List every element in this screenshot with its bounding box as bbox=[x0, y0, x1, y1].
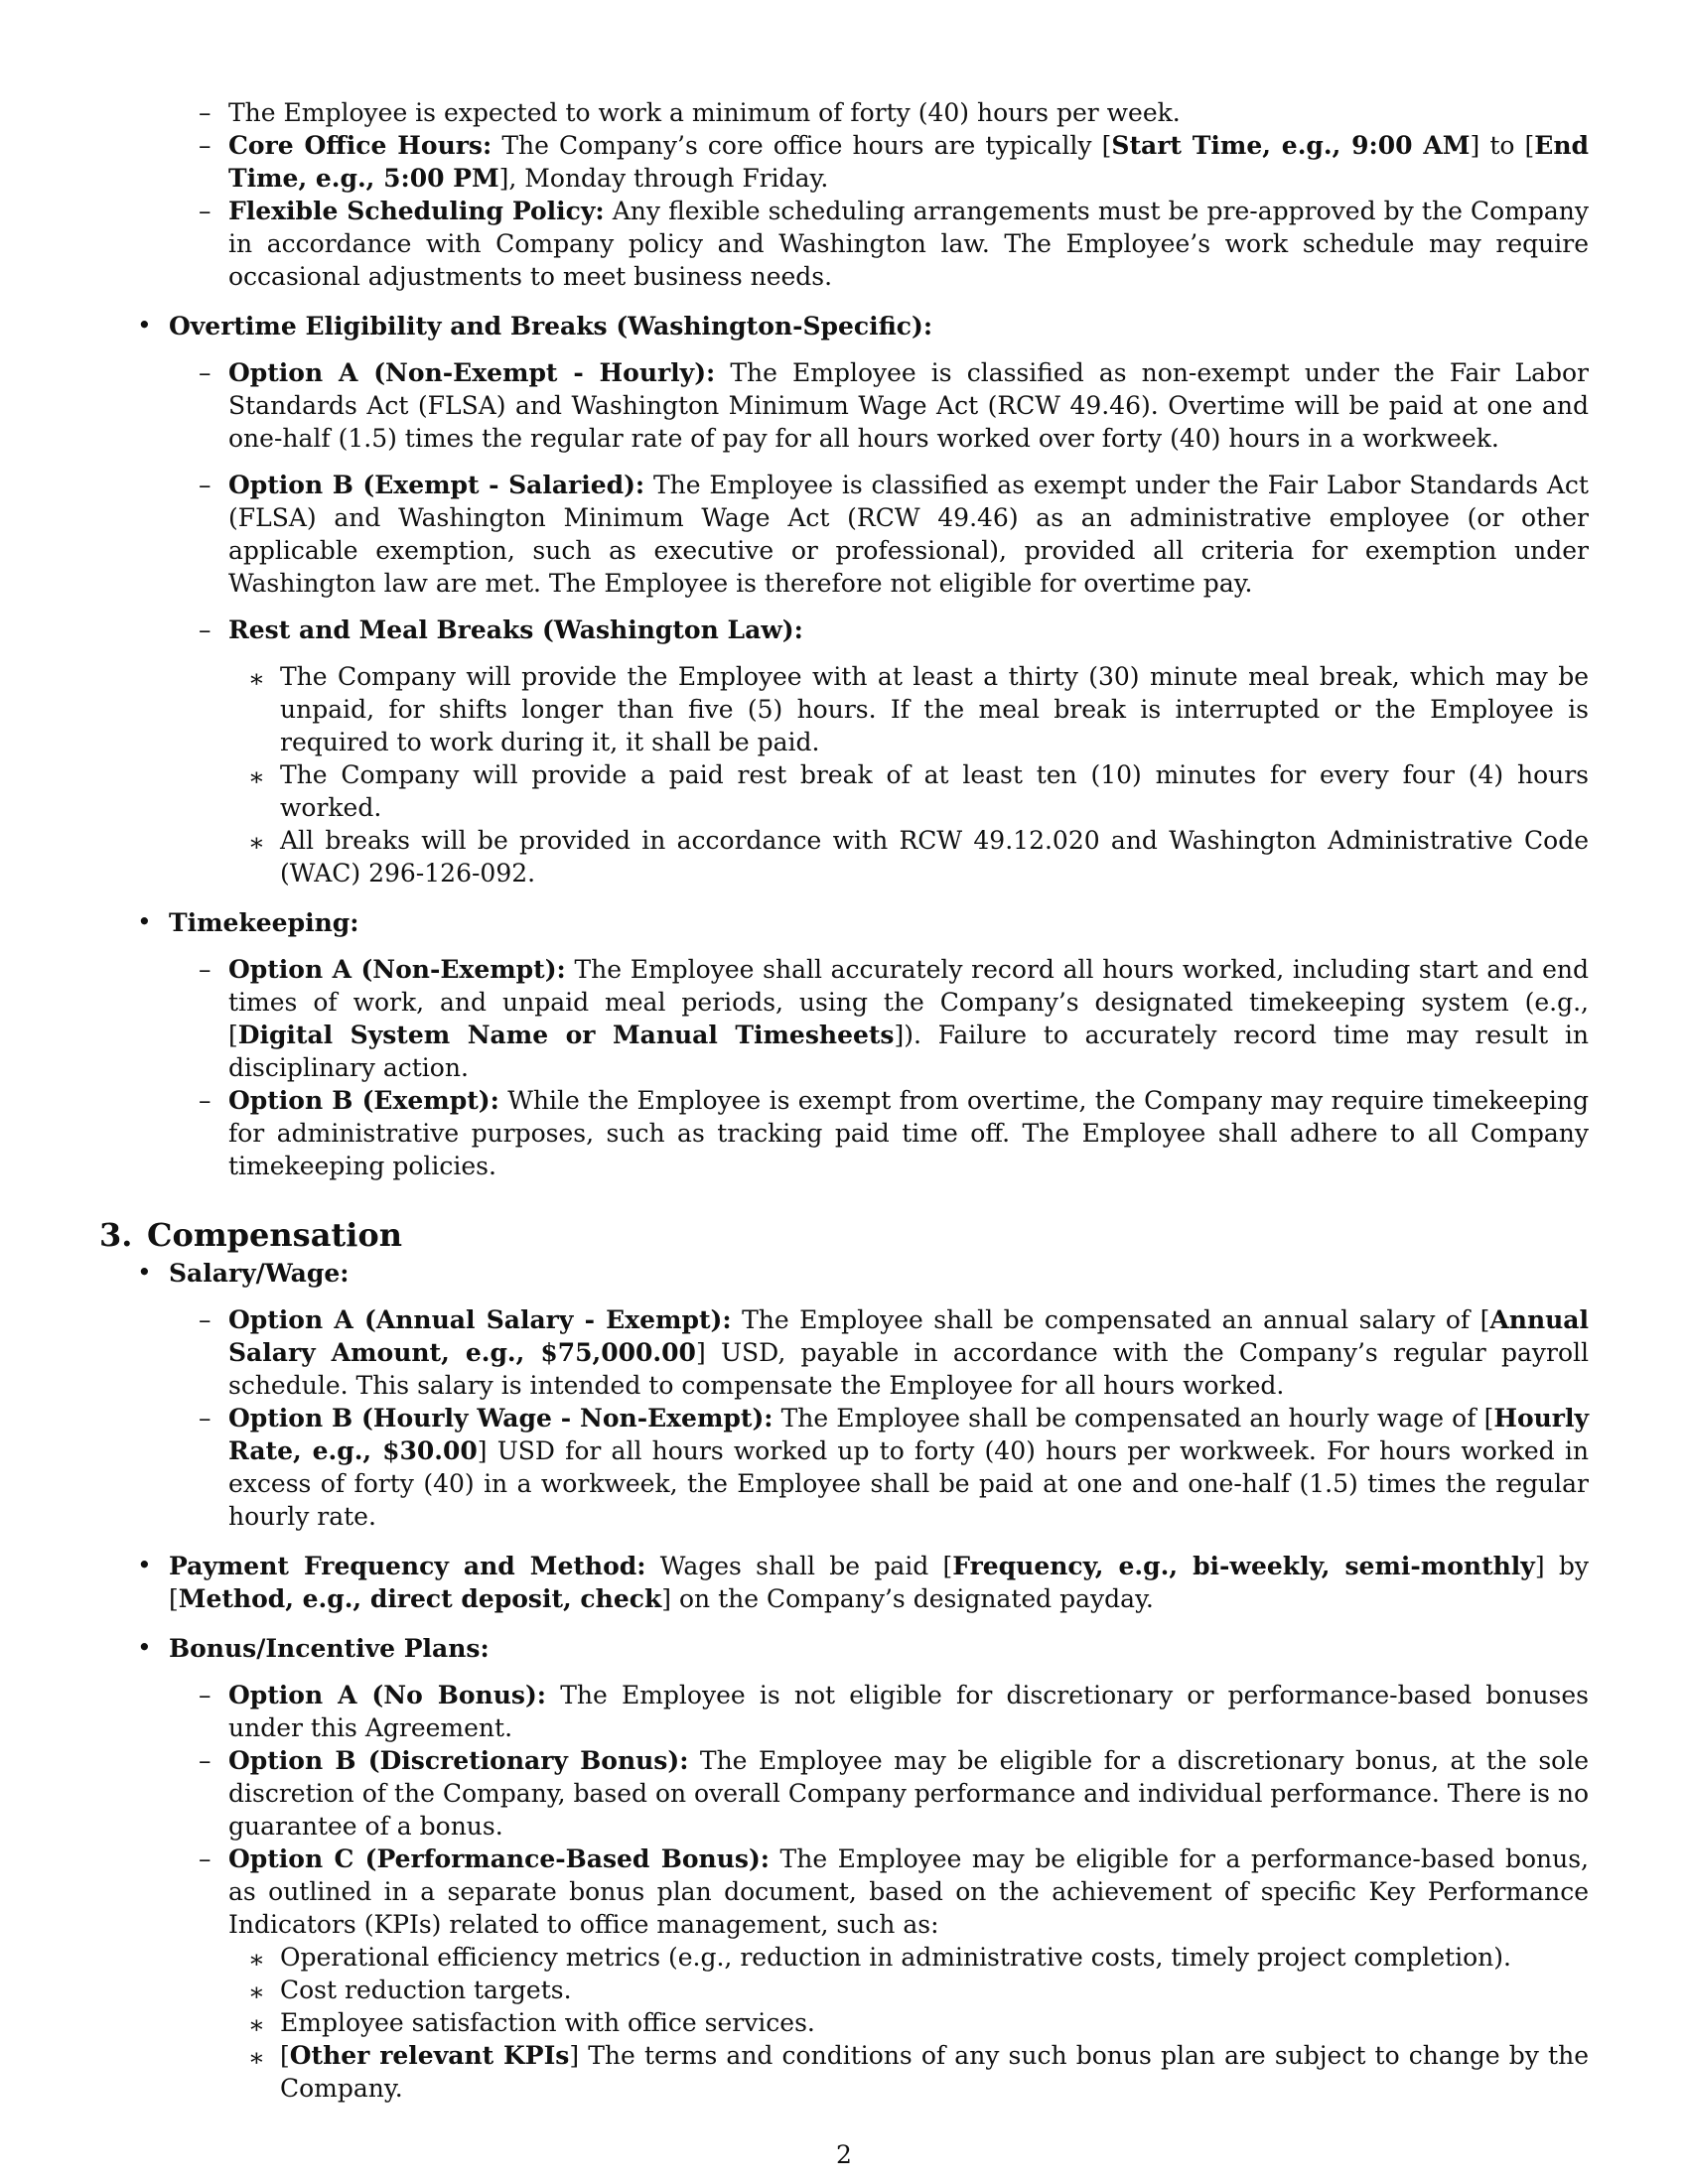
break-item-text: The Company will provide a paid rest break of at least ten (10) minutes for every four (4) hours worked. bbox=[280, 760, 1589, 822]
kpi-item-text: Employee satisfaction with office services. bbox=[280, 2008, 815, 2037]
dash-marker: – bbox=[199, 1746, 211, 1775]
list-item bbox=[99, 1679, 1589, 1744]
dash-marker: – bbox=[199, 1681, 211, 1709]
list-item bbox=[99, 1941, 1589, 1974]
payment-method-placeholder: Method, e.g., direct deposit, check bbox=[178, 1584, 662, 1613]
list-item bbox=[99, 356, 1589, 455]
bullet-item bbox=[99, 1550, 1589, 1615]
dash-marker: – bbox=[199, 1404, 211, 1433]
core-hours-label: Core Office Hours: bbox=[228, 131, 492, 160]
asterisk-marker: ∗ bbox=[248, 2043, 265, 2072]
list-item bbox=[99, 2039, 1589, 2105]
asterisk-marker: ∗ bbox=[248, 1945, 265, 1974]
kpi-item-text: Cost reduction targets. bbox=[280, 1976, 572, 2004]
breaks-label: Rest and Meal Breaks (Washington Law): bbox=[228, 615, 803, 644]
flex-policy-label: Flexible Scheduling Policy: bbox=[228, 197, 605, 225]
payment-text: Wages shall be paid [ bbox=[645, 1552, 953, 1580]
dash-marker: – bbox=[199, 131, 211, 160]
bonus-option-c-text: The Employee may be eligible for a performance-based bonus, as outlined in a separate bonus plan document, based on the achievement of specific Key Performance Indicators (KPIs) related to office management, such as: bbox=[228, 1844, 1589, 1939]
salary-option-b-text: The Employee shall be compensated an hourly wage of [ bbox=[773, 1404, 1494, 1433]
kpi-other-text: [ bbox=[280, 2041, 290, 2070]
bullet-marker: • bbox=[137, 907, 152, 936]
salary-option-a-text: ] USD, payable in accordance with the Company’s regular payroll schedule. This salary is intended to compensate the Employee for all hours worked. bbox=[228, 1338, 1589, 1400]
document-page bbox=[99, 96, 1589, 2105]
overtime-option-b-text: The Employee is classified as exempt under the Fair Labor Standards Act (FLSA) and Washington Minimum Wage Act (RCW 49.46) as an administrative employee (or other applicable exemption, such as executive or professional), provided all criteria for exemption under Washington law are met. The Employee is therefore not eligible for overtime pay. bbox=[228, 471, 1589, 598]
hourly-rate-placeholder: Hourly Rate, e.g., $30.00 bbox=[228, 1404, 1589, 1465]
salary-option-b-label: Option B (Hourly Wage - Non-Exempt): bbox=[228, 1404, 774, 1433]
asterisk-marker: ∗ bbox=[248, 664, 265, 693]
overtime-option-b-label: Option B (Exempt - Salaried): bbox=[228, 471, 645, 499]
bullet-marker: • bbox=[137, 311, 152, 340]
payment-text: ] on the Company’s designated payday. bbox=[661, 1584, 1154, 1613]
kpi-other-placeholder: Other relevant KPIs bbox=[289, 2041, 570, 2070]
dash-marker: – bbox=[199, 471, 211, 499]
page-number: 2 bbox=[836, 2140, 852, 2169]
bonus-option-c-label: Option C (Performance-Based Bonus): bbox=[228, 1844, 770, 1873]
payment-label: Payment Frequency and Method: bbox=[169, 1552, 646, 1580]
dash-marker: – bbox=[199, 1086, 211, 1115]
annual-salary-placeholder: Annual Salary Amount, e.g., $75,000.00 bbox=[228, 1305, 1589, 1367]
list-item bbox=[99, 1303, 1589, 1402]
break-item-text: The Company will provide the Employee with at least a thirty (30) minute meal break, which may be unpaid, for shifts longer than five (5) hours. If the meal break is interrupted or the Employee is required to work during it, it shall be paid. bbox=[280, 662, 1589, 756]
bullet-item bbox=[99, 1257, 1589, 1290]
list-item bbox=[99, 953, 1589, 1084]
asterisk-marker: ∗ bbox=[248, 2010, 265, 2039]
bullet-item bbox=[99, 310, 1589, 342]
list-item bbox=[99, 129, 1589, 195]
list-item bbox=[99, 1402, 1589, 1533]
timekeeping-option-b-text: While the Employee is exempt from overtime, the Company may require timekeeping for administrative purposes, such as tracking paid time off. The Employee shall adhere to all Company timekeeping policies. bbox=[228, 1086, 1589, 1180]
core-hours-text: ], Monday through Friday. bbox=[498, 164, 829, 193]
bonus-option-b-label: Option B (Discretionary Bonus): bbox=[228, 1746, 689, 1775]
dash-marker: – bbox=[199, 98, 211, 127]
overtime-option-a-text: The Employee is classified as non-exempt under the Fair Labor Standards Act (FLSA) and Washington Minimum Wage Act (RCW 49.46). Overtime will be paid at one and one-half (1.5) times the regular rate of pay for all hours worked over forty (40) hours in a workweek. bbox=[228, 358, 1590, 453]
bullet-marker: • bbox=[137, 1633, 152, 1662]
section-number: 3. bbox=[99, 1216, 133, 1254]
core-hours-text: ] to [ bbox=[1470, 131, 1535, 160]
dash-marker: – bbox=[199, 955, 211, 984]
dash-marker: – bbox=[199, 197, 211, 225]
bullet-item bbox=[99, 1632, 1589, 1665]
bonus-heading: Bonus/Incentive Plans: bbox=[169, 1634, 490, 1663]
dash-marker: – bbox=[199, 615, 211, 644]
asterisk-marker: ∗ bbox=[248, 1978, 265, 2006]
core-end-placeholder: End Time, e.g., 5:00 PM bbox=[228, 131, 1589, 193]
overtime-option-a-label: Option A (Non-Exempt - Hourly): bbox=[228, 358, 716, 387]
section-title: Compensation bbox=[147, 1216, 402, 1254]
core-hours-text: The Company’s core office hours are typically [ bbox=[492, 131, 1112, 160]
salary-option-b-text: ] USD for all hours worked up to forty (40) hours per workweek. For hours worked in excess of forty (40) in a workweek, the Employee shall be paid at one and one-half (1.5) times the regular hourly rate. bbox=[228, 1436, 1589, 1531]
kpi-other-text: ] The terms and conditions of any such bonus plan are subject to change by the Company. bbox=[280, 2041, 1589, 2103]
list-item bbox=[99, 1974, 1589, 2006]
bonus-option-a-text: The Employee is not eligible for discretionary or performance-based bonuses under this Agreement. bbox=[228, 1681, 1589, 1742]
list-item bbox=[99, 660, 1589, 758]
list-item bbox=[99, 469, 1589, 600]
kpi-item-text: Operational efficiency metrics (e.g., reduction in administrative costs, timely project completion). bbox=[280, 1943, 1511, 1972]
list-item bbox=[99, 758, 1589, 824]
dash-marker: – bbox=[199, 1844, 211, 1873]
bullet-marker: • bbox=[137, 1551, 152, 1579]
list-item bbox=[99, 614, 1589, 646]
list-item bbox=[99, 1843, 1589, 1941]
timekeeping-heading: Timekeeping: bbox=[169, 908, 359, 937]
payment-text: ] by [ bbox=[169, 1552, 1589, 1613]
minimum-hours-text: The Employee is expected to work a minimum of forty (40) hours per week. bbox=[228, 98, 1181, 127]
asterisk-marker: ∗ bbox=[248, 828, 265, 857]
salary-option-a-label: Option A (Annual Salary - Exempt): bbox=[228, 1305, 732, 1334]
timekeeping-option-a-text: ]). Failure to accurately record time may result in disciplinary action. bbox=[228, 1021, 1590, 1082]
salary-heading: Salary/Wage: bbox=[169, 1259, 350, 1288]
list-item bbox=[99, 824, 1589, 889]
overtime-heading: Overtime Eligibility and Breaks (Washington-Specific): bbox=[169, 312, 933, 341]
dash-marker: – bbox=[199, 1305, 211, 1334]
list-item bbox=[99, 96, 1589, 129]
timekeeping-option-a-label: Option A (Non-Exempt): bbox=[228, 955, 566, 984]
flex-policy-text: Any flexible scheduling arrangements must be pre-approved by the Company in accordance with Company policy and Washington law. The Employee’s work schedule may require occasional adjustments to meet business needs. bbox=[228, 197, 1589, 291]
list-item bbox=[99, 2006, 1589, 2039]
section-heading bbox=[99, 1215, 1589, 1255]
list-item bbox=[99, 1084, 1589, 1182]
bullet-item bbox=[99, 906, 1589, 939]
bullet-marker: • bbox=[137, 1258, 152, 1287]
list-item bbox=[99, 195, 1589, 293]
break-item-text: All breaks will be provided in accordance with RCW 49.12.020 and Washington Administrative Code (WAC) 296-126-092. bbox=[280, 826, 1589, 887]
bonus-option-b-text: The Employee may be eligible for a discretionary bonus, at the sole discretion of the Company, based on overall Company performance and individual performance. There is no guarantee of a bonus. bbox=[228, 1746, 1589, 1841]
timekeeping-option-b-label: Option B (Exempt): bbox=[228, 1086, 499, 1115]
bonus-option-a-label: Option A (No Bonus): bbox=[228, 1681, 547, 1709]
dash-marker: – bbox=[199, 358, 211, 387]
asterisk-marker: ∗ bbox=[248, 762, 265, 791]
list-item bbox=[99, 1744, 1589, 1843]
core-start-placeholder: Start Time, e.g., 9:00 AM bbox=[1111, 131, 1471, 160]
payment-frequency-placeholder: Frequency, e.g., bi-weekly, semi-monthly bbox=[952, 1552, 1535, 1580]
salary-option-a-text: The Employee shall be compensated an annual salary of [ bbox=[731, 1305, 1490, 1334]
timekeeping-option-a-text: The Employee shall accurately record all hours worked, including start and end times of work, and unpaid meal periods, using the Company’s designated timekeeping system (e.g., [ bbox=[228, 955, 1589, 1049]
timekeeping-system-placeholder: Digital System Name or Manual Timesheets bbox=[237, 1021, 895, 1049]
